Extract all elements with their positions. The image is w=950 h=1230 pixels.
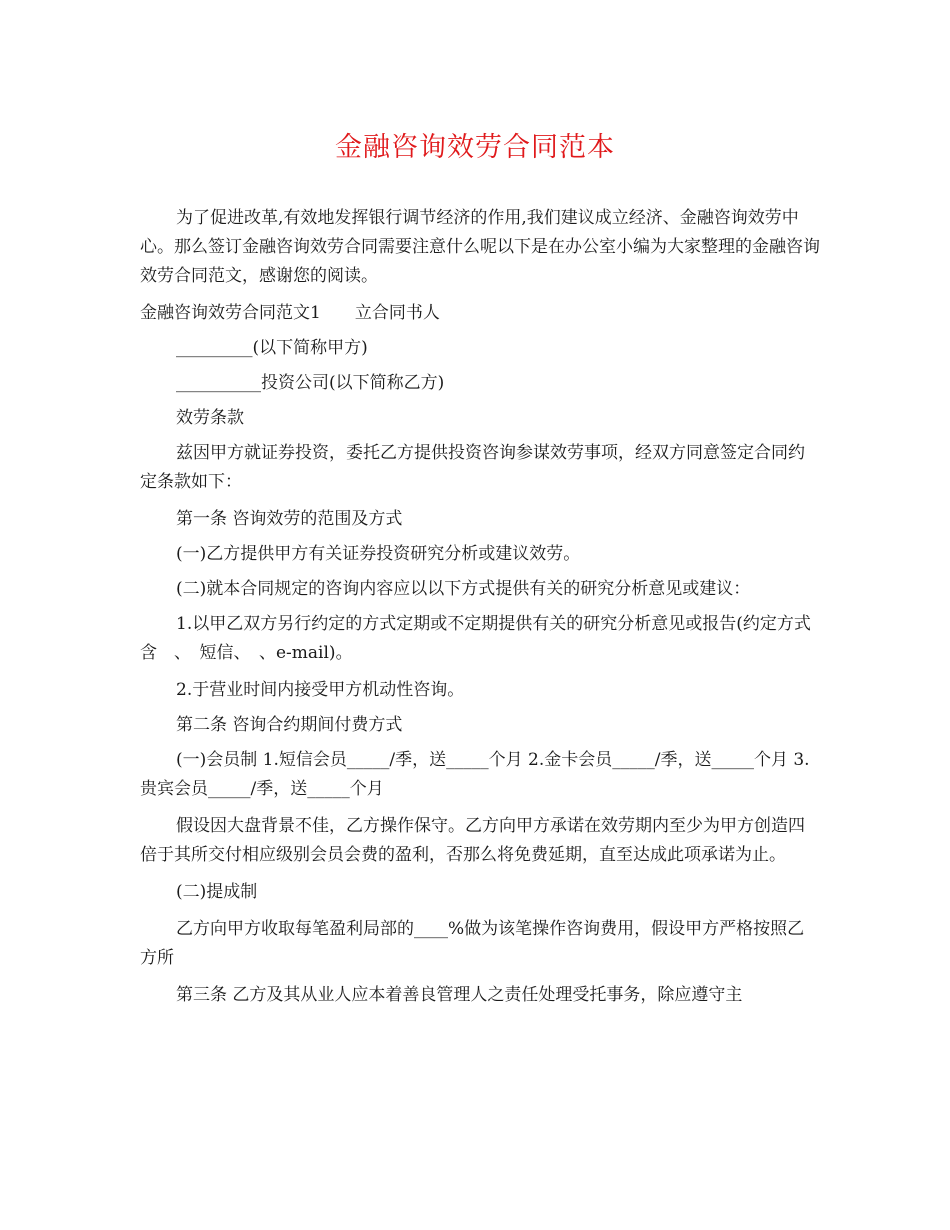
article-2-heading: 第二条 咨询合约期间付费方式 [176, 715, 403, 735]
preamble-paragraph: 兹因甲方就证券投资，委托乙方提供投资咨询参谋效劳事项，经双方同意签定合同约定条款如下： [140, 443, 805, 492]
commission-paragraph: 乙方向甲方收取每笔盈利局部的____%做为该笔操作咨询费用，假设甲方严格按照乙方所 [140, 919, 805, 968]
intro-paragraph: 为了促进改革,有效地发挥银行调节经济的作用,我们建议成立经济、金融咨询效劳中心。那么签订金融咨询效劳合同需要注意什么呢以下是在办公室小编为大家整理的金融咨询效劳合同范文，感谢您的阅读。 [140, 208, 820, 286]
article-1-subitem-1: 1.以甲乙双方另行约定的方式定期或不定期提供有关的研究分析意见或报告(约定方式含 、 短信、 、e-mail)。 [140, 614, 811, 663]
membership-fees-paragraph: (一)会员制 1.短信会员_____/季，送_____个月 2.金卡会员_____/季，送_____个月 3.贵宾会员_____/季，送_____个月 [140, 750, 810, 799]
document-body [140, 204, 820, 1018]
article-1-item-1: (一)乙方提供甲方有关证券投资研究分析或建议效劳。 [176, 544, 581, 564]
article-1-heading: 第一条 咨询效劳的范围及方式 [176, 509, 403, 529]
article-3-paragraph: 第三条 乙方及其从业人应本着善良管理人之责任处理受托事务，除应遵守主 [176, 985, 743, 1005]
commission-heading: (二)提成制 [176, 882, 258, 902]
contract-heading: 金融咨询效劳合同范文1 立合同书人 [140, 303, 440, 323]
guarantee-paragraph: 假设因大盘背景不佳，乙方操作保守。乙方向甲方承诺在效劳期内至少为甲方创造四倍于其所交付相应级别会员会费的盈利，否那么将免费延期，直至达成此项承诺为止。 [140, 816, 805, 865]
document-title: 金融咨询效劳合同范本 [335, 132, 615, 163]
article-1-item-2: (二)就本合同规定的咨询内容应以以下方式提供有关的研究分析意见或建议： [176, 579, 751, 599]
service-terms-heading: 效劳条款 [176, 408, 244, 428]
party-b-line: __________投资公司(以下简称乙方) [176, 373, 445, 393]
party-a-line: _________(以下简称甲方) [176, 338, 368, 358]
article-1-subitem-2: 2.于营业时间内接受甲方机动性咨询。 [176, 680, 465, 700]
